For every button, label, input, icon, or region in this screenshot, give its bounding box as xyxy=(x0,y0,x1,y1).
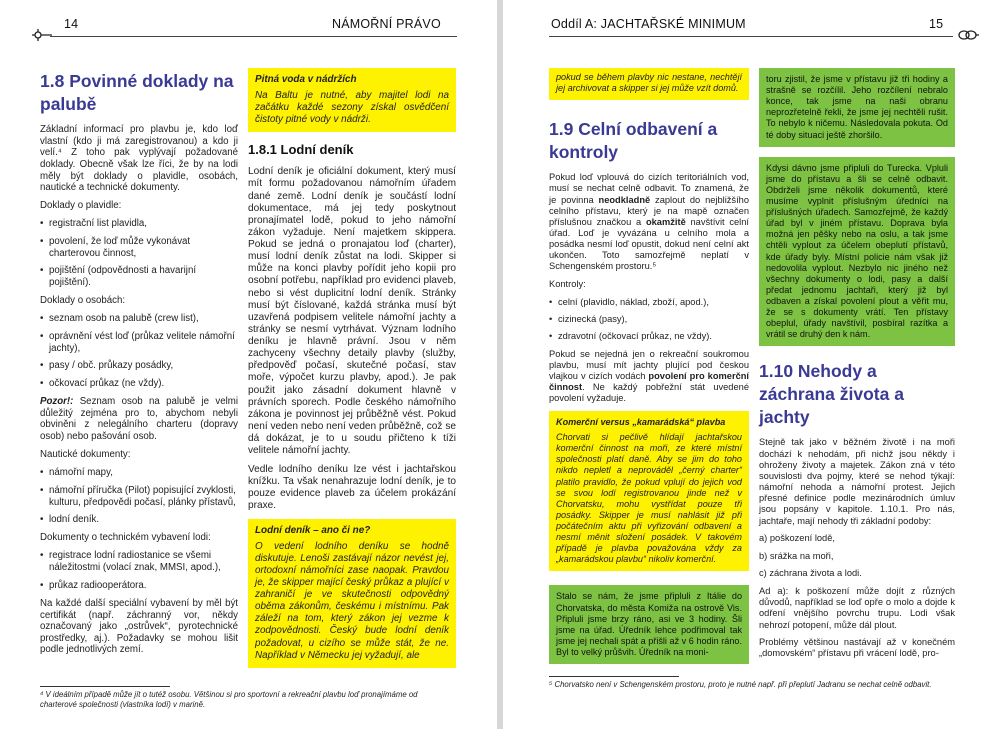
logbook-box-continued xyxy=(549,68,749,100)
customs2-text-c: . Ne každý pobřežní stát uvedené povolení vyžaduje. xyxy=(549,382,749,404)
nautical-docs-list xyxy=(40,467,238,526)
section-title-1-9: 1.9 Celní odbavení a kontroly xyxy=(549,119,718,163)
list-item: • zdravotní (očkovací průkaz, ne vždy). xyxy=(549,331,749,342)
customs-text-d: navštívit celní úřad. Loď je vyvázána u celního mola a posádka nesmí loď opustit, dokud není celní akt ukončen. Toto samozřejmě neplatí v Schengenském prostoru.⁵ xyxy=(549,216,749,272)
turkey-story-text: Kdysi dávno jsme připluli do Turecka. Vpluli jsme do přístavu a šli se celně odbavit. Obdrželi jsme několik dokumentů, které musíme vyplnit příslušným úředníci na příslušných úřadech. Samozřejmě, že každý úřad byl v jiném přístavu. Doprava byla možná jen pěšky nebo na oslu, a tak jsme chtěli vyplout za účelem obeplutí přístavů, kde úřady byly. Místní policie nám však již nedovolila vyplout. Nezbylo nic jiného než všechny dokumenty o lodi, pasy a další předat jednomu jachtaři, který již byl odbaven a získal povolení plout a věřit mu, že se s dokumenty vrátí. Ten přístavy obeplul, úřady navštívil, posbíral razítka a vrátil se druhý den k nám. xyxy=(766,162,948,340)
page-number-left: 14 xyxy=(64,17,79,31)
list-item: • lodní deník. xyxy=(40,514,238,526)
commercial-box-text: Chorvati si pečlivě hlídají jachtařskou komerční činnost na moři, ze které místní společnosti platí daně. Aby se jim do toho nikdo nepletl a neprováděl „černý charter“ platilo pravidlo, že pokud vplují do jejich vod se svou lodí registrovanou jinde než v Chorvatsku, mohu vystřídat pouze tři posádky. Skipper je musí nahlásit již při počátečním aktu při vyřizování odbavení a nesmí měnit složení posádek. V takovém případě je plavba považována vždy za „kamarádskou plavbu“ nikoliv komerční. xyxy=(556,432,742,565)
vessel-docs-list xyxy=(40,218,238,288)
left-column-2 xyxy=(248,68,456,676)
accident-type-b: b) srážka na moři, xyxy=(759,550,834,561)
intro-paragraph: Základní informací pro plavbu je, kdo loď vlastní (kdo ji má zaregistrovanou) a kdo ji velí.⁴ Z toho pak vyplývají požadované doklady. Obecně však lze říci, že by na lodi měly být doklady o plavidle, osobách, nautické a technické dokumenty. xyxy=(40,124,238,194)
list-item: • povolení, že loď může vykonávat charterovou činnost, xyxy=(40,236,238,259)
accidents-paragraph-2: Ad a): k poškození může dojít z různých důvodů, například se loď opře o molo a dojde k odření vnějšího povrchu trupu. Lodi však nehrozí potopení, může dál plout. xyxy=(759,586,955,630)
accidents-paragraph-3: Problémy většinou nastávají až v konečném „domovském“ přístavu při vrácení lodě, pro- xyxy=(759,637,955,659)
croatia-story-box-continued xyxy=(759,68,955,147)
header-rule-left xyxy=(50,36,457,37)
list-item: • námořní mapy, xyxy=(40,467,238,479)
list-item: • pojištění (odpovědnosti a havarijní pojištění). xyxy=(40,265,238,288)
list-item: • celní (plavidlo, náklad, zboží, apod.), xyxy=(549,297,749,308)
rope-knot-icon xyxy=(957,28,979,44)
logbook-box-title: Lodní deník – ano či ne? xyxy=(255,524,371,536)
header-rule-right xyxy=(549,36,953,37)
anchor-knot-icon xyxy=(32,28,52,44)
list-item: • průkaz radiooperátora. xyxy=(40,580,238,592)
people-docs-list xyxy=(40,313,238,389)
water-box-text: Na Baltu je nutné, aby majitel lodi na začátku každé sezony získal osvědčení čistoty pitné vody v nádrži. xyxy=(255,90,449,126)
right-column-1 xyxy=(549,68,749,672)
accident-type-a: a) poškození lodě, xyxy=(759,533,835,544)
customs-text-a: Pokud loď vplouvá do cizích teritoriálních vod, musí se nechat celně odbavit. To znamená, že je povinna xyxy=(549,172,749,205)
accidents-paragraph-1: Stejně tak jako v běžném životě i na moři dochází k nehodám, při nichž jsou někdy i ohroženy životy a majetek. Zákon zná v této souvislosti dva pojmy, které se nehod týkají: námořní nehoda a námořní protest. Jejich přesné definice podle mezinárodních úmluv jsou popsány v kapitole. 1.10.1. Pro nás, jachtaře, mají nehody tři základní podoby: xyxy=(759,437,955,526)
list-item: • pasy / obč. průkazy posádky, xyxy=(40,360,238,372)
list-item: • seznam osob na palubě (crew list), xyxy=(40,313,238,325)
logbook-box-text: O vedení lodního deníku se hodně diskutuje. Lenoši zastávají názor nevést jej, ortodoxní námořníci zase naopak. Pravdou je, že skipper mající český průkaz a plující v zahraničí je ve skutečnosti odpovědný oběma zákonům, českému i místnímu. Pak záleží na tom, který zákon jej vezme k zodpovědnosti. Český bude lodní deník požadovat, u cizího se může stát, že ne. Například v Německu jej vyžadují, ale xyxy=(255,540,449,661)
customs-bold-2: okamžitě xyxy=(645,216,686,227)
footnote-rule-left xyxy=(40,686,170,687)
list-item: • registrace lodní radiostanice se všemi náležitostmi (volací znak, MMSI, apod.), xyxy=(40,550,238,573)
water-box-title: Pitná voda v nádržích xyxy=(255,74,357,85)
footnote-rule-right xyxy=(549,676,679,677)
tech-docs-list xyxy=(40,550,238,591)
section-title-1-8: 1.8 Povinné doklady na palubě xyxy=(40,71,234,114)
accident-type-c: c) záchrana života a lodi. xyxy=(759,568,862,579)
nautical-heading: Nautické dokumenty: xyxy=(40,449,131,461)
controls-list xyxy=(549,297,749,342)
list-item: • námořní příručka (Pilot) popisující zvyklosti, kulturu, předpovědi počasí, plánky přístavů, xyxy=(40,485,238,508)
customs-paragraph-1 xyxy=(549,172,749,272)
box-cont-text: pokud se během plavby nic nestane, nechtějí jej archivovat a skipper si jej může vzít domů. xyxy=(556,72,742,94)
customs-paragraph-2 xyxy=(549,349,749,405)
running-head-left: NÁMOŘNÍ PRÁVO xyxy=(332,17,441,31)
running-head-right: Oddíl A: JACHTAŘSKÉ MINIMUM xyxy=(551,17,746,31)
logbook-title: 1.8.1 Lodní deník xyxy=(248,142,354,158)
logbook-paragraph-1: Lodní deník je oficiální dokument, který musí mít formu požadovanou námořním úřadem dané země. Lodní deník je součástí lodní dokumentace, má jej tedy poskytnout pronajímatel lodě, pokud to jeho námořní zákon vyžaduje. Není majetkem skippera. Pokud se jedná o pronajatou loď (charter), musí lodní deník zůstat na lodi. Skipper si může na konci plavby pořídit jeho kopii pro osobní potřebu, například pro evidenci plaveb, nebo si vést duplicitní lodní deník. Stránky musí být číslované, každá stránka musí být uzavřená podpisem velitele námořní jachty a stránky se nesmí vytrhávat. Význam lodního deníku je hlavně právní. Jsou v něm zachyceny všechny detaily plavby (služby, předpověď počasí, skutečné počasí, stav moře, výpočet kurzu plavby, apod.). Je pak použit jako zásadní dokument hlavně v právních sporech. Podle českého námořního zákona je povinnost jej průběžně vést. Pokud není veden nebo není veden průběžně, což se dá dokázat, je to u soudu přičteno k tíži velitele námořní jachty. xyxy=(248,166,456,457)
commercial-info-box xyxy=(549,411,749,571)
customs-text-c: zaplout do nejbližšího celního přístavu, který je na mapě označen příslušnou značkou a xyxy=(549,194,750,227)
turkey-story-box xyxy=(759,157,955,347)
croatia-story-cont-text: toru zjistil, že jsme v přístavu již tři hodiny a strašně se rozčílil. Jeho rozčílení nebralo konce, tak jsme na naši obranu neprozřetelně řekli, že jsme jej nechtěli rušit. To nebylo k ničemu. Následovala pokuta. Od té doby situaci ještě zhoršilo. xyxy=(766,74,948,140)
list-item: • registrační list plavidla, xyxy=(40,218,238,230)
list-item: • očkovací průkaz (ne vždy). xyxy=(40,378,238,390)
tech-heading: Dokumenty o technickém vybavení lodi: xyxy=(40,532,211,544)
warning-text: Seznam osob na palubě je velmi důležitý zejména pro to, abychom nebyli obviněni z nelegálního charteru (dopravy osob) nebo pašování osob. xyxy=(40,396,238,442)
list-item: • oprávnění vést loď (průkaz velitele námořní jachty), xyxy=(40,331,238,354)
left-column-1 xyxy=(40,70,238,663)
logbook-info-box xyxy=(248,519,456,668)
controls-heading: Kontroly: xyxy=(549,279,586,290)
croatia-story-box xyxy=(549,585,749,664)
page-number-right: 15 xyxy=(929,17,944,31)
warning-paragraph xyxy=(40,396,238,443)
vessel-docs-heading: Doklady o plavidle: xyxy=(40,200,122,212)
customs-bold-1: neodkladně xyxy=(598,194,651,205)
footnote-right: ⁵ Chorvatsko není v Schengenském prostoru, proto je nutné např. při přeplutí Jadranu se nechat celně odbavit. xyxy=(549,680,932,689)
people-docs-heading: Doklady o osobách: xyxy=(40,295,126,307)
closing-paragraph: Na každé další speciální vybavení by měl být certifikát (např. záchranný vor, někdy označovaný jako „ostrůvek“, pyrotechnické prostředky, aj.). Požadavky se mohou lišit podle jednotlivých zemí. xyxy=(40,597,238,656)
section-title-1-10: 1.10 Nehody a záchrana života a jachty xyxy=(759,361,904,428)
croatia-story-text: Stalo se nám, že jsme připluli z Itálie do Chorvatska, do města Komiža na ostrově Vis. Připluli jsme brzy ráno, asi ve 3 hodiny. Šli jsme na úřad. Úředník lehce podřimoval tak jsme jej nechali spát a přišli až v 6 hodin ráno. Byl to velký průšvih. Úředník na moni- xyxy=(556,591,742,657)
customs2-text-a: Pokud se nejedná jen o rekreační soukromou plavbu, musí mít jachty plující pod českou vlajkou v cizích vodách xyxy=(549,348,749,382)
right-column-2 xyxy=(759,68,955,666)
left-page xyxy=(0,0,497,729)
list-item: • cizinecká (pasy), xyxy=(549,314,749,325)
right-page xyxy=(503,0,1000,729)
commercial-box-title: Komerční versus „kamarádská“ plavba xyxy=(556,417,726,428)
footnote-left: ⁴ V ideálním případě může jít o tutéž osobu. Většinou si pro sportovní a rekreační plavbu loď pronajímáme od charterové společnosti (vlastníka lodí) v marině. xyxy=(40,690,418,709)
logbook-paragraph-2: Vedle lodního deníku lze vést i jachtařskou knížku. Ta však nenahrazuje lodní deník, je to pouze evidence plaveb za účelem prokázání praxe. xyxy=(248,463,456,512)
warning-label: Pozor!: xyxy=(40,396,74,408)
customs2-bold: povolení pro komerční činnost xyxy=(549,371,749,393)
water-info-box xyxy=(248,68,456,132)
